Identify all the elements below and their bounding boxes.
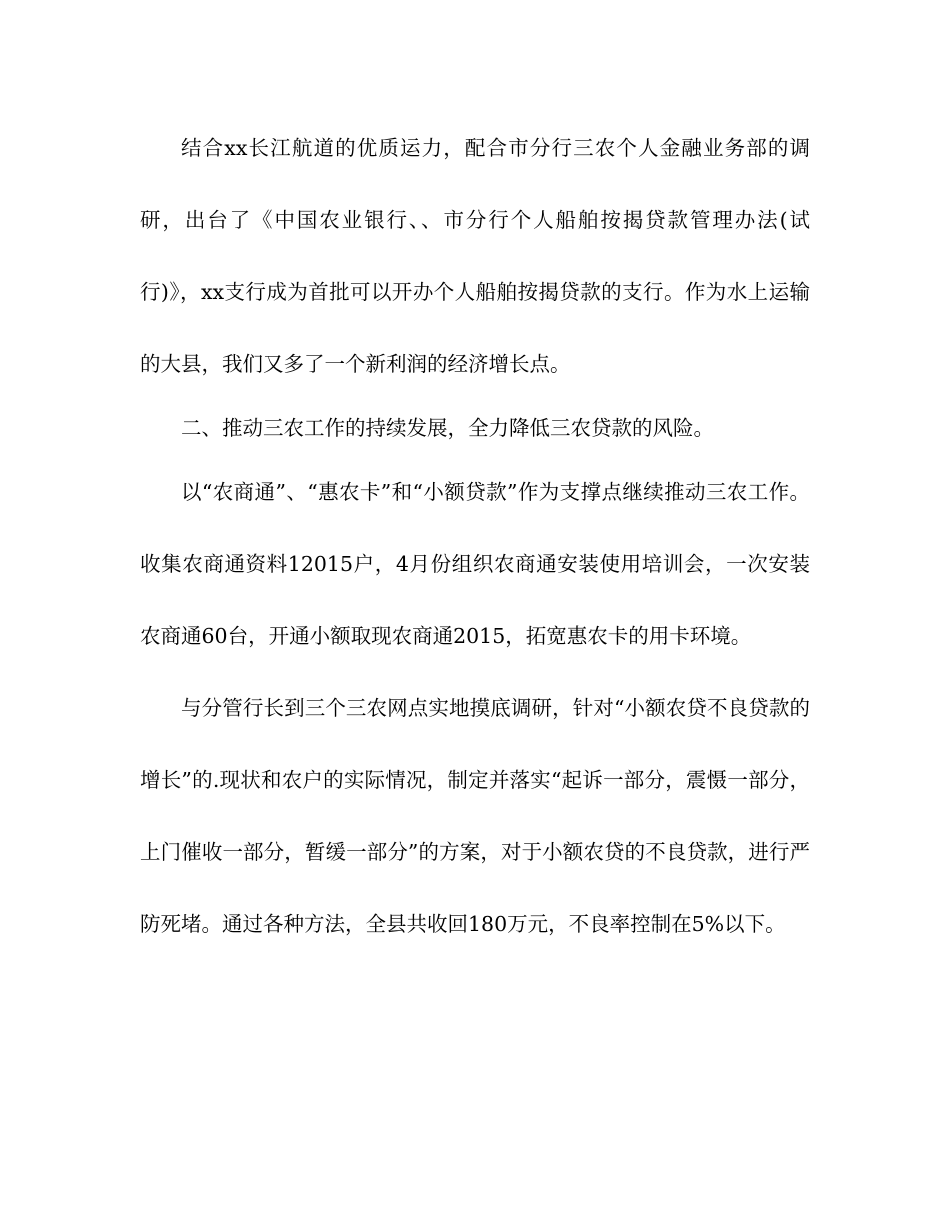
document-body [140,112,810,960]
paragraph-bad-loan-recovery: 与分管行长到三个三农网点实地摸底调研，针对“小额农贷不良贷款的增长”的.现状和农户的实际情况，制定并落实“起诉一部分，震慑一部分，上门催收一部分，暂缓一部分”的方案，对于小额农贷的不良贷款，进行严防死堵。通过各种方法，全县共收回180万元，不良率控制在5%以下。 [140,696,810,936]
paragraph-ship-mortgage-loan: 结合xx长江航道的优质运力，配合市分行三农个人金融业务部的调研，出台了《中国农业银行、、市分行个人船舶按揭贷款管理办法(试行)》，xx支行成为首批可以开办个人船舶按揭贷款的支行。作为水上运输的大县，我们又多了一个新利润的经济增长点。 [140,136,810,376]
paragraph-rural-commerce: 以“农商通”、“惠农卡”和“小额贷款”作为支撑点继续推动三农工作。收集农商通资料12015户，4月份组织农商通安装使用培训会，一次安装农商通60台，开通小额取现农商通2015，拓宽惠农卡的用卡环境。 [140,480,810,648]
section-heading-two: 二、推动三农工作的持续发展，全力降低三农贷款的风险。 [181,416,714,440]
